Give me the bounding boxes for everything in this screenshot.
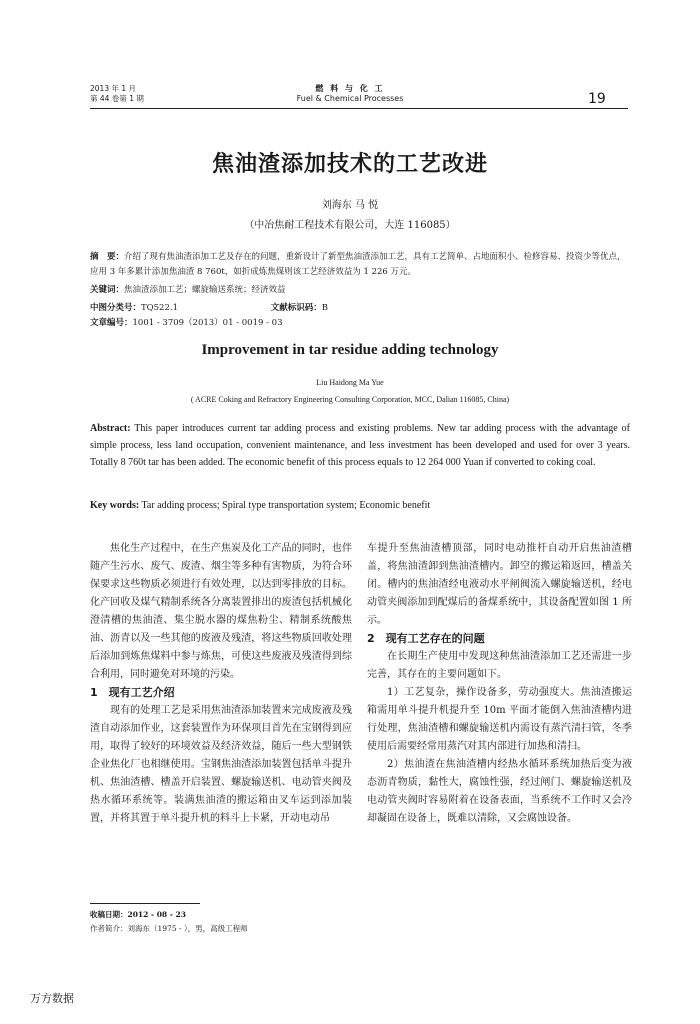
paragraph: 现有的处理工艺是采用焦油渣添加装置来完成废液及残渣自动添加作业，这套装置作为环保项目首先在宝钢得到应用，取得了较好的环境效益及经济效益，随后一些大型钢铁企业焦化厂也相继使用。宝钢焦油渣添加装置包括单斗提升机、焦油渣槽、槽盖开启装置、螺旋输送机、电动管夹阀及热水循环系统等。装满焦油渣的搬运箱由叉车运到添加装置，并将其置于单斗提升机的料斗上卡紧，开动电动吊	[90, 705, 352, 824]
article-number: 文章编号：1001 - 3709（2013）01 - 0019 - 03	[90, 318, 283, 328]
page-number: 19	[588, 91, 606, 107]
received-date: 收稿日期：2012 - 08 - 23	[90, 910, 186, 919]
english-keywords-label: Key words:	[90, 500, 140, 511]
classification-row	[90, 301, 630, 331]
section-heading-1: 1 现有工艺介绍	[90, 686, 175, 699]
paragraph: 在长期生产使用中发现这种焦油渣添加工艺还需进一步完善，其存在的主要问题如下。	[367, 651, 632, 680]
english-title: Improvement in tar residue adding technology	[201, 342, 499, 358]
header-rule	[90, 108, 628, 109]
journal-name-cn: 燃 料 与 化 工	[315, 84, 385, 93]
clc-number: 中图分类号：TQ522.1	[90, 303, 178, 313]
author-bio: 作者简介：刘海东（1975 - ），男，高级工程师	[90, 924, 248, 933]
paragraph: 2）焦油渣在焦油渣槽内经热水循环系统加热后变为液态沥青物质，黏性大，腐蚀性强，经过闸门、螺旋输送机及电动管夹阀时容易附着在设备表面，当系统不工作时又会冷却凝固在设备上，既难以清除，又会腐蚀设备。	[367, 759, 632, 824]
keywords-cn-text: 焦油渣添加工艺；螺旋输送系统；经济效益	[124, 285, 286, 295]
english-abstract	[90, 420, 630, 471]
page-title: 焦油渣添加技术的工艺改进	[211, 152, 488, 177]
paragraph: 1）工艺复杂，操作设备多，劳动强度大。焦油渣搬运箱需用单斗提升机提升至 10m 平面才能倒入焦油渣槽内进行处理，焦油渣槽和螺旋输送机内需设有蒸汽清扫管，冬季使用后需要经常用蒸汽对其内部进行加热和清扫。	[367, 687, 632, 752]
english-abstract-label: Abstract:	[90, 423, 131, 434]
footnote	[90, 908, 248, 936]
english-affiliation: ( ACRE Coking and Refractory Engineering Consulting Corporation, MCC, Dalian 116085, China)	[190, 395, 510, 404]
english-keywords	[90, 500, 630, 511]
abstract-cn-label: 摘 要：	[90, 252, 125, 262]
journal-name-en: Fuel & Chemical Processes	[296, 94, 404, 103]
english-abstract-text: This paper introduces current tar adding process and existing problems. New tar adding process with the advantage of simple process, less land occupation, convenient maintenance, and less investment has been developed and used for over 3 years. Totally 8 760t tar has been added. The economic benefit of this process equals to 12 264 000 Yuan if converted to coking coal.	[90, 423, 630, 468]
left-column	[90, 540, 352, 828]
volume-number: 第 44 卷第 1 期	[90, 94, 144, 103]
issue-date: 2013 年 1 月	[90, 84, 137, 93]
section-heading-2: 2 现有工艺存在的问题	[367, 632, 485, 645]
watermark: 万方数据	[30, 992, 74, 1005]
right-column	[367, 540, 632, 828]
abstract-cn	[90, 250, 630, 280]
keywords-cn	[90, 283, 630, 298]
english-keywords-text: Tar adding process; Spiral type transportation system; Economic benefit	[141, 500, 431, 511]
paragraph: 车提升至焦油渣槽顶部，同时电动推杆自动开启焦油渣槽盖，将焦油渣卸到焦油渣槽内。卸空的搬运箱返回，槽盖关闭。槽内的焦油渣经电液动水平闸阀流入螺旋输送机，经电动管夹阀添加到配煤后的备煤系统中，其设备配置如图 1 所示。	[367, 543, 632, 626]
doc-code: 文献标识码：B	[270, 303, 328, 313]
abstract-cn-text: 介绍了现有焦油渣添加工艺及存在的问题，重新设计了新型焦油渣添加工艺，具有工艺简单、占地面积小、检修容易、投资少等优点，应用 3 年多累计添加焦油渣 8 760t，如折成炼焦煤则该工艺经济效益为 1 226 万元。	[90, 252, 626, 277]
english-authors: Liu Haidong Ma Yue	[316, 378, 384, 387]
affiliation: （中冶焦耐工程技术有限公司，大连 116085）	[244, 220, 456, 231]
footnote-rule	[90, 903, 200, 904]
keywords-cn-label: 关键词：	[90, 285, 125, 295]
authors: 刘海东 马 悦	[321, 200, 379, 211]
paragraph: 焦化生产过程中，在生产焦炭及化工产品的同时，也伴随产生污水、废气、废渣、烟尘等多种有害物质，为符合环保要求这些物质必须进行有效处理，以达到零排放的目标。化产回收及煤气精制系统各分离装置排出的废渣包括机械化澄清槽的焦油渣、集尘脱水器的煤焦粉尘、精制系统酸焦油、沥青以及一些其他的废液及残渣，将这些物质回收处理后添加到炼焦煤料中参与炼焦，可使这些废液及残渣得到综合利用，同时避免对环境的污染。	[90, 543, 352, 680]
